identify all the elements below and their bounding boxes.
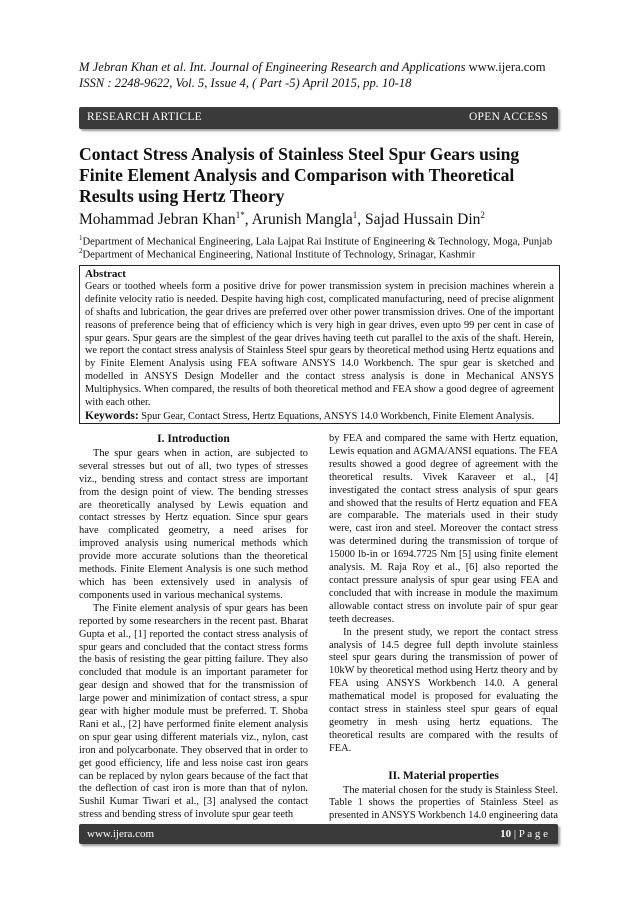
right-column [329, 433, 558, 836]
author-superscript: 1* [235, 210, 245, 220]
paragraph: The material chosen for the study is Stainless Steel. Table 1 shows the properties of Stainless Steel as presented in ANSYS Workbench 14.0 engineering data [329, 784, 558, 822]
page-footer [79, 824, 558, 844]
abstract-heading: Abstract [85, 268, 126, 280]
paper-title: Contact Stress Analysis of Stainless Steel Spur Gears using Finite Element Analysis and Comparison with Theoretical Results using Hertz Theory [79, 144, 520, 206]
left-column [79, 433, 308, 822]
paragraph: by FEA and compared the same with Hertz equation, Lewis equation and AGMA/ANSI equations. The FEA results showed a good degree of agreement with the theoretical results. Vivek Karaveer et al., [4] investigated the contact stress analysis of spur gears and showed that the results of Hertz equation and FEA are comparable. The materials used in their study were, cast iron and steel. Moreover the contact stress was determined during the transmission of torque of 15000 lb-in or 1694.7725 Nm [5] using finite element analysis. M. Raja Roy et al., [6] also reported the contact pressure analysis of spur gear using FEA and concluded that with increase in module the maximum allowable contact stress on involute pair of spur gear teeth decreases. [329, 433, 558, 625]
page-number [500, 828, 548, 840]
section-heading-material-properties: II. Material properties [388, 769, 499, 782]
author-name: , Arunish Mangla [244, 211, 353, 229]
abstract-box [79, 265, 560, 424]
page-label: | P a g e [511, 828, 548, 840]
keywords-text: Spur Gear, Contact Stress, Hertz Equations, ANSYS 14.0 Workbench, Finite Element Analysis. [138, 410, 535, 422]
affiliation-text: Department of Mechanical Engineering, National Institute of Technology, Srinagar, Kashmir [82, 249, 476, 261]
paragraph: In the present study, we report the contact stress analysis of 14.5 degree full depth involute stainless steel spur gears during the transmission of power of 10kW by theoretical method using Hertz theory and by FEA using ANSYS Workbench 14.0. A general mathematical model is proposed for evaluating the contact stress in stainless steel spur gears of equal geometry in mesh using hertz equations. The theoretical results are compared with the results of FEA. [329, 626, 558, 754]
journal-citation: M Jebran Khan et al. Int. Journal of Engineering Research and Applications [79, 60, 466, 74]
journal-url[interactable]: www.ijera.com [468, 60, 546, 74]
section-heading-introduction: I. Introduction [157, 433, 230, 445]
footer-url[interactable]: www.ijera.com [87, 828, 155, 840]
author-name: Mohammad Jebran Khan [79, 211, 236, 229]
article-type-banner [79, 107, 558, 129]
keywords-line [85, 410, 554, 424]
affiliation-superscript: 2 [79, 247, 83, 255]
author-superscript: 1 [352, 210, 358, 220]
affiliation-text: Department of Mechanical Engineering, Lala Lajpat Rai Institute of Engineering & Technology, Moga, Punjab [82, 236, 553, 248]
author-list [79, 210, 559, 229]
affiliation-2 [79, 245, 569, 262]
affiliation-superscript: 1 [79, 234, 83, 242]
research-article-label: RESEARCH ARTICLE [87, 111, 202, 123]
journal-issn: ISSN : 2248-9622, Vol. 5, Issue 4, ( Part -5) April 2015, pp. 10-18 [79, 76, 412, 90]
paragraph: The spur gears when in action, are subjected to several stresses but out of all, two types of stresses viz., bending stress and contact stress are important from the design point of view. The bending stresses are theoretically analysed by Lewis equation and contact stresses by Hertz equation. Since spur gears have complicated geometry, a need arises for improved analysis using numerical methods which provide more accurate solutions than the theoretical methods. Finite Element Analysis is one such method which has been extensively used in analysis of components used in various mechanical systems. [79, 447, 308, 601]
page-number-value: 10 [500, 828, 512, 840]
paragraph: The Finite element analysis of spur gears has been reported by some researchers in the recent past. Bharat Gupta et al., [1] reported the contact stress analysis of spur gears and concluded that the contact stress forms the basis of resisting the gear pitting failure. They also concluded that module is an important parameter for gear design and showed that for the transmission of large power and minimization of contact stress, a spur gear with higher module must be preferred. T. Shoba Rani et al., [2] have performed finite element analysis on spur gear using different materials viz., nylon, cast iron and polycarbonate. They observed that in order to get good efficiency, life and less noise cast iron gears can be replaced by nylon gears because of the fact that the deflection of cast iron is more than that of nylon. Sushil Kumar Tiwari et al., [3] analysed the contact stress and bending stress of involute spur gear teeth [79, 602, 308, 821]
open-access-label: OPEN ACCESS [468, 111, 548, 123]
author-superscript: 2 [480, 210, 485, 220]
author-name: , Sajad Hussain Din [357, 211, 481, 229]
journal-header [79, 59, 579, 91]
abstract-text: Gears or toothed wheels form a positive drive for power transmission system in precision machines wherein a definite velocity ratio is needed. Despite having high cost, complicated manufacturing, need of precise alignment of shafts and lubrication, the gear drives are preferred over other power transmission drives. One of the important reasons of preference being that of efficiency which is very high in gear drives, even upto 99 per cent in case of spur gears. Spur gears are the simplest of the gear drives having teeth cut parallel to the axis of the shaft. Herein, we report the contact stress analysis of Stainless Steel spur gears by theoretical method using Hertz equations and by Finite Element Analysis using FEA software ANSYS 14.0 Workbench. The spur gear is sketched and modelled in ANSYS Design Modeller and the contact stress analysis is done in Mechanical ANSYS Multiphysics. When compared, the results of both theoretical method and FEA show a good degree of agreement with each other. [85, 280, 554, 409]
keywords-label: Keywords: [85, 409, 139, 422]
